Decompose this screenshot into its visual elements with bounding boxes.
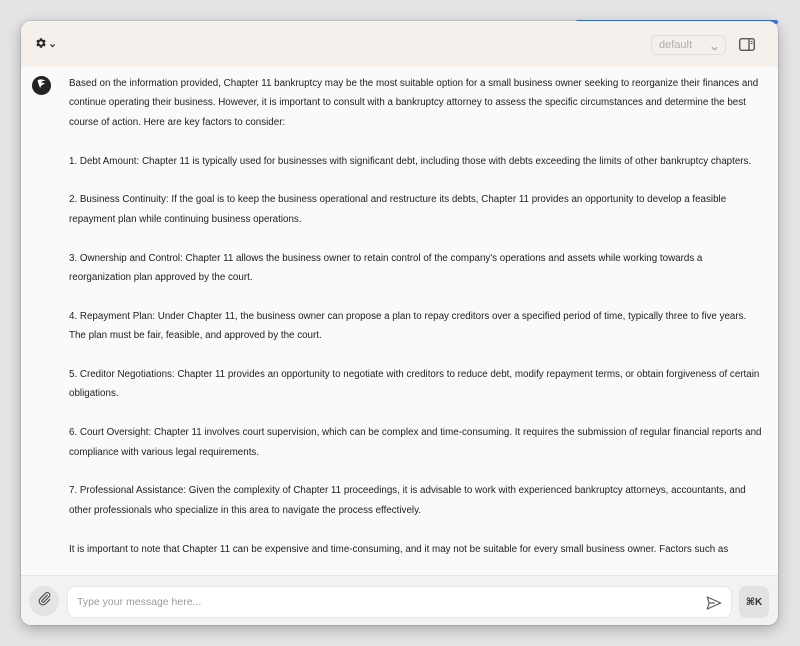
message-input-box (67, 586, 732, 618)
composer (21, 575, 778, 625)
command-shortcut-button[interactable] (739, 586, 769, 618)
message-paragraph: 4. Repayment Plan: Under Chapter 11, the business owner can propose a plan to repay creditors over a specified period of time, typically three to five years. The plan must be fair, feasible, and approved by the court. (69, 310, 747, 342)
chat-area[interactable] (21, 67, 778, 575)
chevron-down-icon (710, 41, 719, 59)
shortcut-label: ⌘K (745, 596, 763, 608)
message-paragraph: 7. Professional Assistance: Given the complexity of Chapter 11 proceedings, it is advisable to work with experienced bankruptcy attorneys, accountants, and other professionals who specialize in this area to navigate the process effectively. (69, 485, 746, 516)
paperclip-icon (37, 591, 52, 611)
assistant-avatar (32, 76, 51, 95)
send-button[interactable] (705, 594, 723, 612)
message-paragraph: 2. Business Continuity: If the goal is to keep the business operational and restructure its debts, Chapter 11 provides an opportunity to develop a feasible repayment plan while continuing business operations. (69, 194, 727, 225)
message-paragraph: 3. Ownership and Control: Chapter 11 allows the business owner to retain control of the company's operations and assets while working towards a reorganization plan approved by the court. (69, 252, 703, 284)
sidebar-toggle-icon (739, 38, 755, 55)
titlebar (21, 21, 778, 67)
send-icon (705, 599, 723, 616)
model-select[interactable] (651, 35, 726, 55)
sidebar-toggle-button[interactable] (739, 38, 755, 51)
settings-button[interactable] (35, 35, 61, 55)
assistant-message (69, 74, 764, 575)
message-paragraph: 1. Debt Amount: Chapter 11 is typically used for businesses with significant debt, including those with debts exceeding the limits of other bankruptcy chapters. (69, 155, 752, 167)
chat-window (21, 21, 778, 625)
message-paragraph: 5. Creditor Negotiations: Chapter 11 provides an opportunity to negotiate with creditors to reduce debt, modify repayment terms, or obtain forgiveness of certain obligations. (69, 369, 760, 400)
message-paragraph: 6. Court Oversight: Chapter 11 involves court supervision, which can be complex and time-consuming. It requires the submission of regular financial reports and compliance with various legal requirements. (69, 427, 762, 458)
gear-icon (35, 36, 47, 54)
message-paragraph: It is important to note that Chapter 11 can be expensive and time-consuming, and it may not be suitable for every small business owner. Factors such as (69, 543, 729, 555)
model-select-value: default (659, 39, 693, 51)
message-paragraph: Based on the information provided, Chapter 11 bankruptcy may be the most suitable option for a small business owner seeking to reorganize their finances and continue operating their business. However, it is important to consult with a bankruptcy attorney to assess the specific circumstances and determine the best course of action. Here are key factors to consider: (69, 78, 759, 128)
attach-button[interactable] (29, 586, 59, 616)
chevron-down-icon (49, 36, 56, 54)
message-input[interactable] (77, 587, 697, 617)
assistant-logo-icon (35, 77, 48, 95)
